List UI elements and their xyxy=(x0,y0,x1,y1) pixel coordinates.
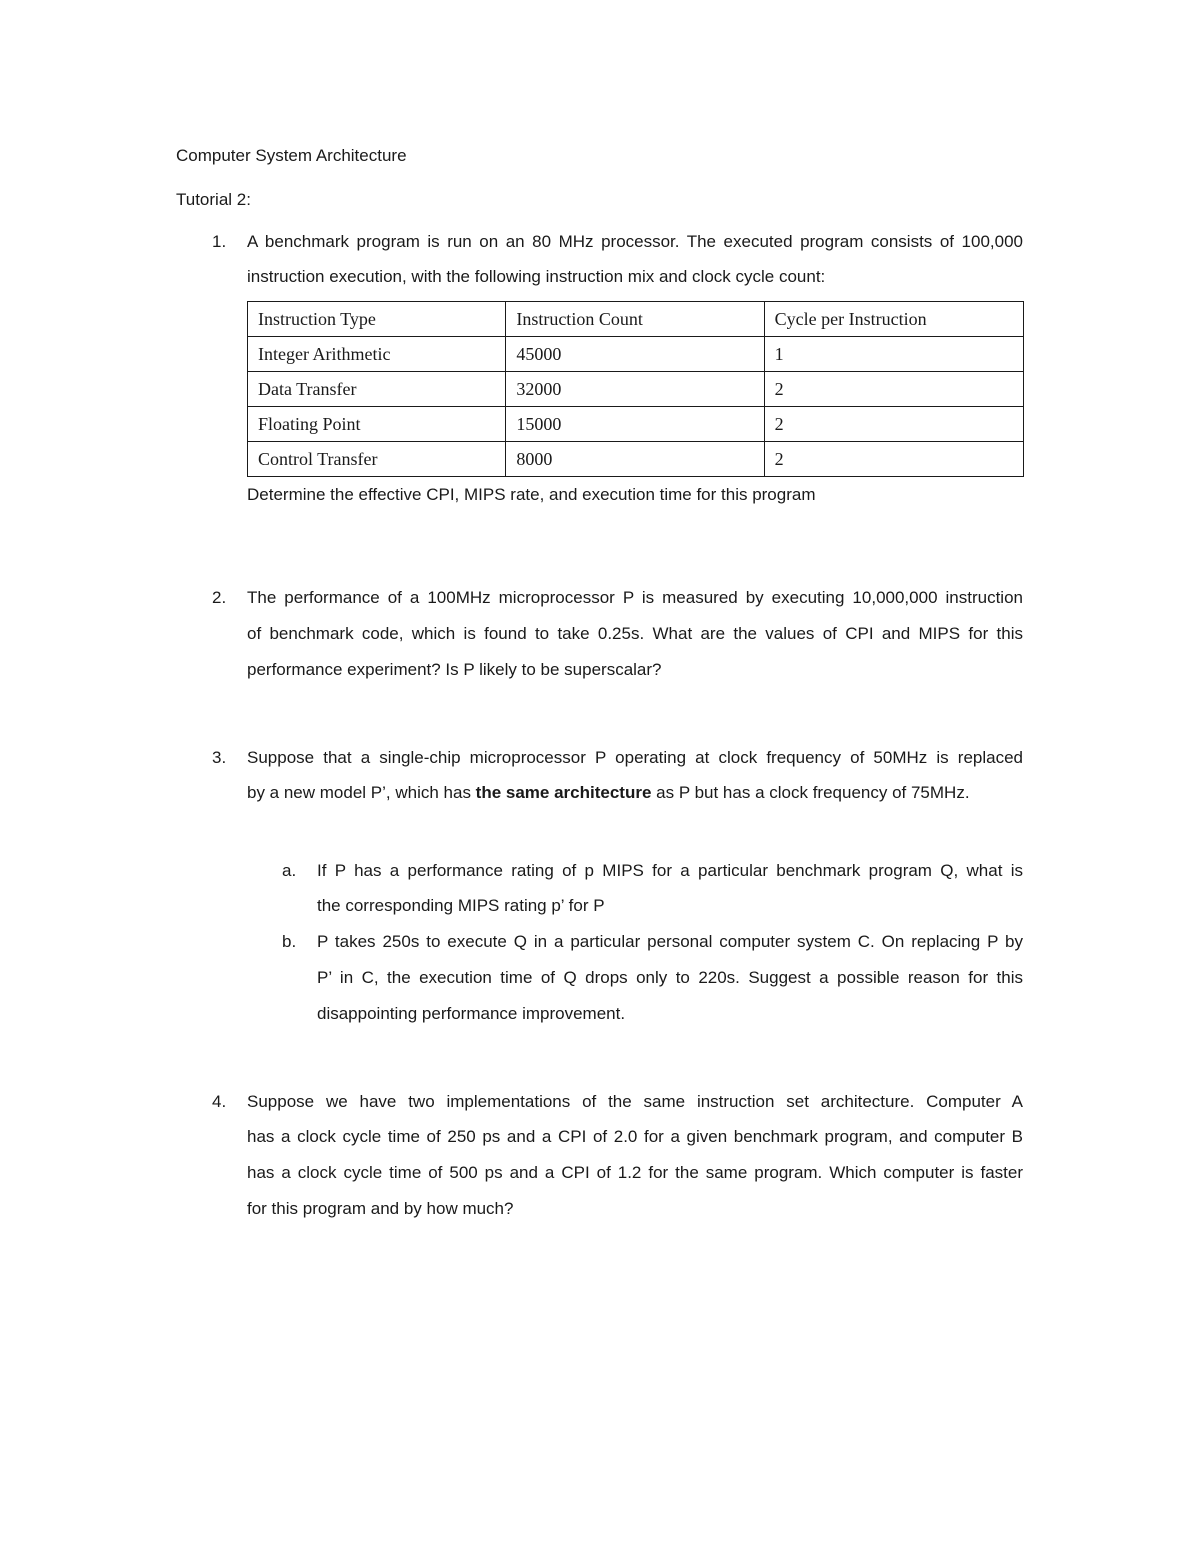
table-row xyxy=(248,372,1024,407)
question-4-line-4: for this program and by how much? xyxy=(247,1199,514,1218)
table-cell: Control Transfer xyxy=(248,442,506,477)
question-2-number: 2. xyxy=(212,588,227,607)
table-row xyxy=(248,337,1024,372)
question-3b-line-3: disappointing performance improvement. xyxy=(317,1004,626,1023)
question-3a-line-2: the corresponding MIPS rating p’ for P xyxy=(317,896,605,915)
question-1-number: 1. xyxy=(212,232,227,251)
question-3-line-2-end: as P but has a clock frequency of 75MHz. xyxy=(651,783,970,802)
question-2-line-2: of benchmark code, which is found to take 0.25s. What are the values of CPI and MIPS for this xyxy=(247,624,1023,643)
table-cell: 1 xyxy=(764,337,1023,372)
table-cell: Floating Point xyxy=(248,407,506,442)
question-3a-line-1: If P has a performance rating of p MIPS for a particular benchmark program Q, what is xyxy=(317,861,1023,880)
question-3b-line-1: P takes 250s to execute Q in a particular personal computer system C. On replacing P by xyxy=(317,932,1023,951)
table-cell: 15000 xyxy=(506,407,764,442)
instruction-mix-table xyxy=(247,301,1024,477)
question-1-line-2: instruction execution, with the following instruction mix and clock cycle count: xyxy=(247,267,826,286)
question-3-line-1: Suppose that a single-chip microprocessor P operating at clock frequency of 50MHz is replaced xyxy=(247,748,1023,767)
question-4-number: 4. xyxy=(212,1092,227,1111)
question-3-number: 3. xyxy=(212,748,227,767)
table-row xyxy=(248,442,1024,477)
table-cell: Data Transfer xyxy=(248,372,506,407)
question-2-line-1: The performance of a 100MHz microprocessor P is measured by executing 10,000,000 instruction xyxy=(247,588,1023,607)
table-header-row xyxy=(248,302,1024,337)
table-cell: 8000 xyxy=(506,442,764,477)
document-title: Computer System Architecture xyxy=(176,146,407,165)
table-header-cell: Cycle per Instruction xyxy=(764,302,1023,337)
table-cell: 2 xyxy=(764,407,1023,442)
question-2-line-3: performance experiment? Is P likely to be superscalar? xyxy=(247,660,662,679)
question-3b-line-2: P’ in C, the execution time of Q drops only to 220s. Suggest a possible reason for this xyxy=(317,968,1023,987)
table-cell: 45000 xyxy=(506,337,764,372)
table-header-cell: Instruction Type xyxy=(248,302,506,337)
question-1-prompt: Determine the effective CPI, MIPS rate, and execution time for this program xyxy=(247,485,816,504)
question-3-line-2 xyxy=(247,782,1023,804)
question-4-line-2: has a clock cycle time of 250 ps and a CPI of 2.0 for a given benchmark program, and computer B xyxy=(247,1127,1023,1146)
question-4-line-1: Suppose we have two implementations of the same instruction set architecture. Computer A xyxy=(247,1092,1023,1111)
question-3b-label: b. xyxy=(282,932,297,951)
tutorial-heading: Tutorial 2: xyxy=(176,190,251,209)
table-header-cell: Instruction Count xyxy=(506,302,764,337)
same-architecture-emphasis: the same architecture xyxy=(475,783,652,802)
question-3-line-2-start: by a new model P’, which has xyxy=(247,783,476,802)
table-row xyxy=(248,407,1024,442)
table-cell: Integer Arithmetic xyxy=(248,337,506,372)
table-cell: 2 xyxy=(764,442,1023,477)
table-cell: 2 xyxy=(764,372,1023,407)
table-cell: 32000 xyxy=(506,372,764,407)
question-3a-label: a. xyxy=(282,861,297,880)
question-1-line-1: A benchmark program is run on an 80 MHz processor. The executed program consists of 100,000 xyxy=(247,232,1023,251)
question-4-line-3: has a clock cycle time of 500 ps and a CPI of 1.2 for the same program. Which computer is faster xyxy=(247,1163,1023,1182)
